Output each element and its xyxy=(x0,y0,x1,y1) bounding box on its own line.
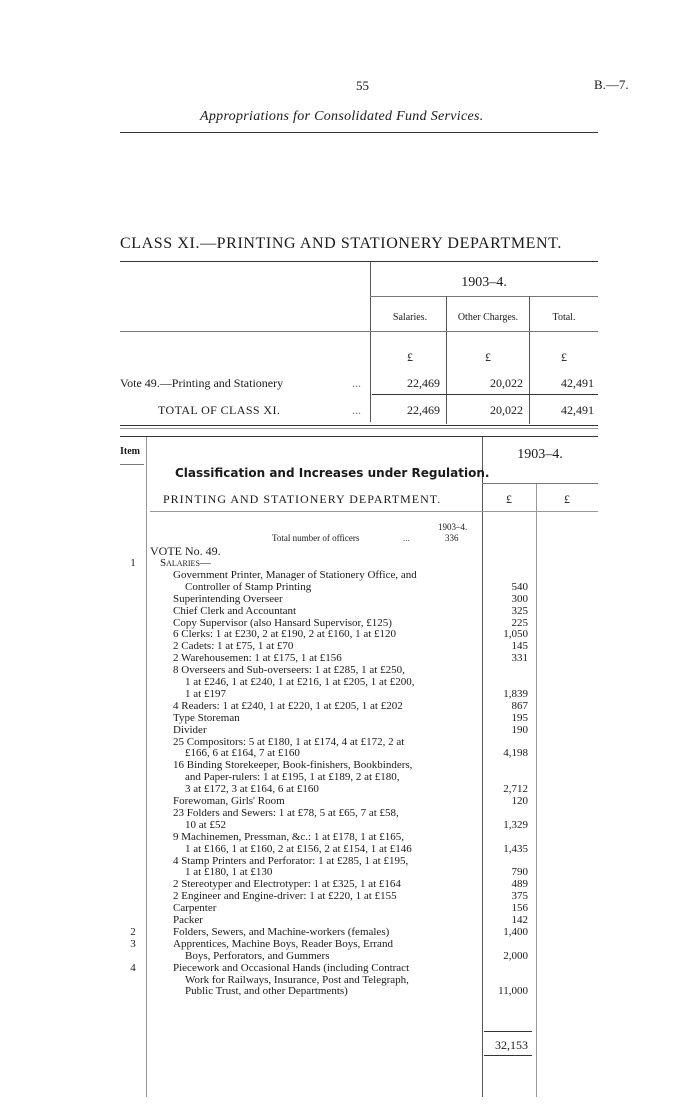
detail-currency-1: £ xyxy=(506,492,512,506)
line-amount: 142 xyxy=(511,914,528,926)
line-description: 2 Engineer and Engine-driver: 1 at £220, 1 at £155 xyxy=(173,890,397,903)
summary-vote-dots: ... xyxy=(352,376,361,390)
detail-line xyxy=(0,878,700,890)
detail-line xyxy=(0,628,700,640)
item-number: 2 xyxy=(130,925,136,938)
line-description: 3 at £172, 3 at £164, 6 at £160 xyxy=(185,783,319,796)
line-description: 23 Folders and Sewers: 1 at £78, 5 at £65, 7 at £58, xyxy=(173,806,399,819)
summary-year-rule xyxy=(370,296,598,297)
detail-line xyxy=(0,676,700,688)
detail-total-rule-bottom xyxy=(484,1055,532,1056)
officers-count: 336 xyxy=(445,533,459,543)
line-amount: 1,435 xyxy=(503,842,528,855)
line-description: 1 at £180, 1 at £130 xyxy=(185,866,273,879)
line-description: 2 Stereotyper and Electrotyper: 1 at £325, 1 at £164 xyxy=(173,878,401,891)
class-heading-rule xyxy=(120,261,598,262)
detail-line xyxy=(0,914,700,926)
detail-line xyxy=(0,783,700,795)
line-description: Forewoman, Girls' Room xyxy=(173,795,285,807)
detail-line xyxy=(0,795,700,807)
line-description: Government Printer, Manager of Stationery Office, and xyxy=(173,568,417,581)
line-description: Piecework and Occasional Hands (including Contract xyxy=(173,961,410,974)
line-description: 25 Compositors: 5 at £180, 1 at £174, 4 at £172, 2 at xyxy=(173,735,405,748)
detail-total-rule xyxy=(484,1031,532,1032)
detail-line xyxy=(0,593,700,605)
line-amount: 225 xyxy=(511,616,528,629)
summary-year: 1903–4. xyxy=(461,275,507,290)
line-amount: 145 xyxy=(511,640,528,653)
detail-header-rule xyxy=(150,511,598,512)
detail-item-header: Item xyxy=(120,446,140,457)
detail-line xyxy=(0,938,700,950)
detail-line xyxy=(0,617,700,629)
detail-line xyxy=(0,557,700,569)
class-heading: CLASS XI.—PRINTING AND STATIONERY DEPARTMENT. xyxy=(120,235,562,252)
line-description: Boys, Perforators, and Gummers xyxy=(185,949,330,962)
running-title: Appropriations for Consolidated Fund Services. xyxy=(200,109,484,124)
line-description: Type Storeman xyxy=(173,711,240,724)
line-amount: 489 xyxy=(511,878,528,891)
detail-line xyxy=(0,652,700,664)
detail-line xyxy=(0,819,700,831)
line-description: Work for Railways, Insurance, Post and Telegraph, xyxy=(185,973,409,986)
detail-line xyxy=(0,974,700,986)
line-amount: 195 xyxy=(511,711,528,724)
detail-top-rule xyxy=(120,436,598,437)
detail-line xyxy=(0,724,700,736)
summary-total-label: TOTAL OF CLASS XI. xyxy=(158,403,281,417)
summary-total-total: 42,491 xyxy=(561,403,594,417)
line-description: 4 Readers: 1 at £240, 1 at £220, 1 at £205, 1 at £202 xyxy=(173,699,403,712)
detail-line xyxy=(0,807,700,819)
officers-dots: ... xyxy=(403,533,410,543)
line-description: 6 Clerks: 1 at £230, 2 at £190, 2 at £160, 1 at £120 xyxy=(173,628,397,641)
line-description: Chief Clerk and Accountant xyxy=(173,604,297,617)
summary-bottom-rule xyxy=(120,425,598,426)
line-amount: 2,712 xyxy=(503,783,528,796)
line-amount: 4,198 xyxy=(503,747,528,760)
detail-line xyxy=(0,962,700,974)
detail-line xyxy=(0,831,700,843)
line-description: 1 at £197 xyxy=(185,687,226,700)
detail-line xyxy=(0,771,700,783)
detail-line xyxy=(0,866,700,878)
line-description: 8 Overseers and Sub-overseers: 1 at £285, 1 at £250, xyxy=(173,664,405,677)
line-amount: 11,000 xyxy=(498,985,528,998)
summary-vote-label: Vote 49.—Printing and Stationery xyxy=(120,376,284,390)
summary-vote-salaries: 22,469 xyxy=(407,376,440,390)
page-number: 55 xyxy=(356,78,369,93)
line-amount: 375 xyxy=(511,890,528,903)
line-amount: 331 xyxy=(511,652,528,665)
detail-line xyxy=(0,581,700,593)
item-number: 4 xyxy=(130,961,136,974)
detail-subtitle: Classification and Increases under Regulation. xyxy=(175,466,490,480)
detail-year: 1903–4. xyxy=(517,447,563,462)
line-amount: 2,000 xyxy=(503,949,528,962)
line-description: Packer xyxy=(173,914,203,926)
detail-line xyxy=(0,902,700,914)
detail-line xyxy=(0,664,700,676)
line-amount: 1,400 xyxy=(503,925,528,938)
summary-bottom-rule-2 xyxy=(120,428,598,429)
line-description: 4 Stamp Printers and Perforator: 1 at £285, 1 at £195, xyxy=(173,854,409,867)
line-description: and Paper-rulers: 1 at £195, 1 at £189, 2 at £180, xyxy=(185,771,400,784)
detail-line xyxy=(0,747,700,759)
detail-line xyxy=(0,640,700,652)
line-description: Apprentices, Machine Boys, Reader Boys, Errand xyxy=(173,937,393,950)
salaries-heading: Salaries— xyxy=(160,557,211,569)
line-amount: 300 xyxy=(511,592,528,605)
line-description: 1 at £246, 1 at £240, 1 at £216, 1 at £205, 1 at £200, xyxy=(185,676,415,688)
detail-line xyxy=(0,926,700,938)
summary-currency-other: £ xyxy=(485,350,491,364)
detail-department: PRINTING AND STATIONERY DEPARTMENT. xyxy=(163,492,442,506)
document-reference: B.—7. xyxy=(594,77,629,92)
line-description: Controller of Stamp Printing xyxy=(185,580,312,593)
officers-year: 1903–4. xyxy=(438,522,468,532)
line-amount: 1,839 xyxy=(503,687,528,700)
line-description: 2 Cadets: 1 at £75, 1 at £70 xyxy=(173,640,294,653)
summary-vote-other: 20,022 xyxy=(490,376,523,390)
detail-year-rule xyxy=(482,483,598,484)
line-description: 9 Machinemen, Pressman, &c.: 1 at £178, 1 at £165, xyxy=(173,830,404,843)
summary-vote-total: 42,491 xyxy=(561,376,594,390)
line-description: 1 at £166, 1 at £160, 2 at £156, 2 at £154, 1 at £146 xyxy=(185,842,412,855)
detail-line xyxy=(0,890,700,902)
summary-col-total: Total. xyxy=(552,312,576,323)
line-amount: 790 xyxy=(511,866,528,879)
summary-col-other: Other Charges. xyxy=(457,312,519,323)
line-description: £166, 6 at £164, 7 at £160 xyxy=(185,747,300,760)
line-description: Carpenter xyxy=(173,902,217,915)
line-amount: 190 xyxy=(511,723,528,736)
line-amount: 540 xyxy=(511,580,528,593)
line-amount: 1,329 xyxy=(503,818,528,831)
detail-line xyxy=(0,569,700,581)
summary-total-other: 20,022 xyxy=(490,403,523,417)
line-description: Superintending Overseer xyxy=(173,592,283,605)
summary-header-rule xyxy=(120,331,598,332)
summary-total-salaries: 22,469 xyxy=(407,403,440,417)
summary-subtotal-rule xyxy=(372,394,598,395)
detail-line xyxy=(0,700,700,712)
vote-number: VOTE No. 49. xyxy=(150,544,221,558)
summary-currency-total: £ xyxy=(561,350,567,364)
summary-currency-salaries: £ xyxy=(407,350,413,364)
detail-line xyxy=(0,950,700,962)
officers-label: Total number of officers xyxy=(272,533,360,543)
detail-line xyxy=(0,605,700,617)
summary-col-salaries: Salaries. xyxy=(392,312,428,323)
line-amount: 867 xyxy=(511,699,528,712)
line-description: Divider xyxy=(173,723,207,736)
detail-item-header-rule xyxy=(120,464,144,465)
line-amount: 156 xyxy=(511,902,528,915)
detail-line xyxy=(0,985,700,997)
header-rule xyxy=(120,132,598,133)
detail-line xyxy=(0,712,700,724)
item-number: 3 xyxy=(130,937,136,950)
line-description: 2 Warehousemen: 1 at £175, 1 at £156 xyxy=(173,652,342,665)
line-description: 16 Binding Storekeeper, Book-finishers, Bookbinders, xyxy=(173,759,413,772)
detail-currency-2: £ xyxy=(564,492,570,506)
summary-total-dots: ... xyxy=(352,403,361,417)
item-number: 1 xyxy=(130,557,136,569)
line-description: 10 at £52 xyxy=(185,818,226,831)
detail-line xyxy=(0,855,700,867)
line-description: Copy Supervisor (also Hansard Supervisor, £125) xyxy=(173,616,392,629)
detail-line xyxy=(0,759,700,771)
detail-total: 32,153 xyxy=(495,1038,528,1052)
line-amount: 1,050 xyxy=(503,628,528,641)
line-amount: 325 xyxy=(511,604,528,617)
line-description: Public Trust, and other Departments) xyxy=(185,985,348,998)
detail-line xyxy=(0,736,700,748)
detail-line xyxy=(0,843,700,855)
line-amount: 120 xyxy=(511,795,528,807)
line-description: Folders, Sewers, and Machine-workers (females) xyxy=(173,925,390,938)
detail-line xyxy=(0,688,700,700)
